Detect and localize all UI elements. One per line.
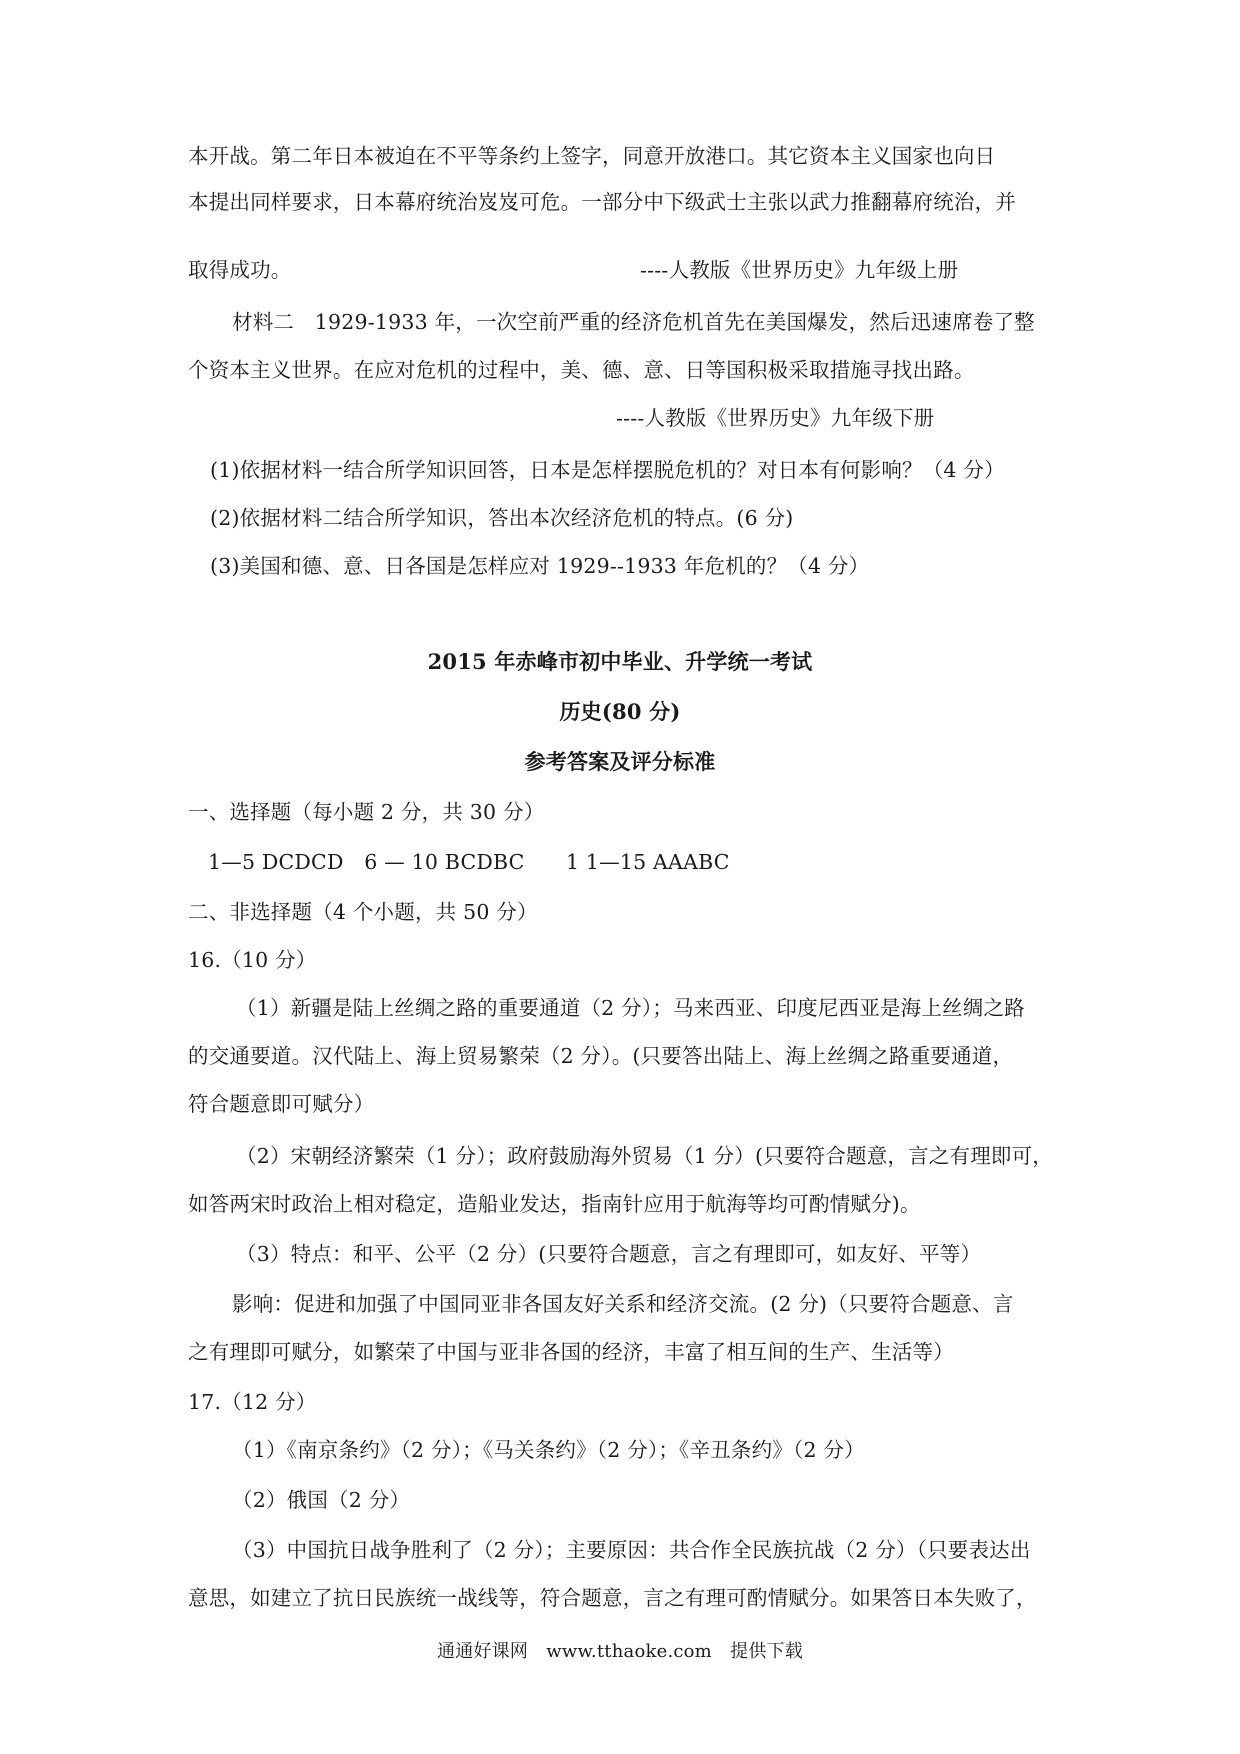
q16-answer-line: 影响：促进和加强了中国同亚非各国友好关系和经济交流。(2 分)（只要符合题意、言 [232, 1292, 1014, 1316]
section-one-title: 一、选择题（每小题 2 分，共 30 分） [188, 800, 545, 824]
q17-answer-line: （3）中国抗日战争胜利了（2 分）；主要原因：共合作全民族抗战（2 分）（只要表达出 [232, 1538, 1031, 1562]
material-one-source: ----人教版《世界历史》九年级上册 [640, 258, 959, 282]
q17-label: 17.（12 分） [188, 1390, 317, 1414]
q17-answer-line: 意思，如建立了抗日民族统一战线等，符合题意，言之有理可酌情赋分。如果答日本失败了， [188, 1586, 1037, 1610]
material-one-line: 取得成功。 [188, 258, 292, 282]
q16-answer-line: （1）新疆是陆上丝绸之路的重要通道（2 分）；马来西亚、印度尼西亚是海上丝绸之路 [236, 996, 1025, 1020]
q17-answer-line: （1）《南京条约》（2 分）；《马关条约》（2 分）；《辛丑条约》（2 分） [232, 1438, 865, 1462]
q16-answer-line: 符合题意即可赋分） [188, 1092, 375, 1116]
question-3: (3)美国和德、意、日各国是怎样应对 1929--1933 年危机的？（4 分） [210, 554, 870, 578]
choice-answers: 1—5 DCDCD 6 — 10 BCDBC 1 1—15 AAABC [208, 850, 730, 874]
section-two-title: 二、非选择题（4 个小题，共 50 分） [188, 900, 538, 924]
question-1: (1)依据材料一结合所学知识回答，日本是怎样摆脱危机的？对日本有何影响？（4 分） [210, 458, 1005, 482]
q16-answer-line: （2）宋朝经济繁荣（1 分）；政府鼓励海外贸易（1 分）(只要符合题意，言之有理即可， [236, 1144, 1054, 1168]
q16-answer-line: 之有理即可赋分，如繁荣了中国与亚非各国的经济，丰富了相互间的生产、生活等） [188, 1340, 954, 1364]
q17-answer-line: （2）俄国（2 分） [232, 1488, 411, 1512]
q16-label: 16.（10 分） [188, 948, 317, 972]
material-one-line: 本开战。第二年日本被迫在不平等条约上签字，同意开放港口。其它资本主义国家也向日 [188, 144, 996, 168]
q16-answer-line: 如答两宋时政治上相对稳定，造船业发达，指南针应用于航海等均可酌情赋分)。 [188, 1192, 921, 1216]
exam-title: 2015 年赤峰市初中毕业、升学统一考试 [427, 649, 813, 674]
q16-answer-line: 的交通要道。汉代陆上、海上贸易繁荣（2 分）。(只要答出陆上、海上丝绸之路重要通道， [188, 1044, 1014, 1068]
material-two-source: ----人教版《世界历史》九年级下册 [616, 406, 935, 430]
material-two-line: 个资本主义世界。在应对危机的过程中，美、德、意、日等国积极采取措施寻找出路。 [188, 358, 975, 382]
page-footer: 通通好课网 www.tthaoke.com 提供下载 [437, 1641, 803, 1662]
material-one-line: 本提出同样要求，日本幕府统治岌岌可危。一部分中下级武士主张以武力推翻幕府统治，并 [188, 190, 1016, 214]
material-two-line: 材料二 1929-1933 年，一次空前严重的经济危机首先在美国爆发，然后迅速席卷了整 [232, 310, 1035, 334]
q16-answer-line: （3）特点：和平、公平（2 分）(只要符合题意，言之有理即可，如友好、平等） [236, 1242, 982, 1266]
answer-key-title: 参考答案及评分标准 [524, 749, 716, 774]
question-2: (2)依据材料二结合所学知识，答出本次经济危机的特点。(6 分) [210, 506, 794, 530]
exam-subject: 历史(80 分) [559, 699, 681, 724]
